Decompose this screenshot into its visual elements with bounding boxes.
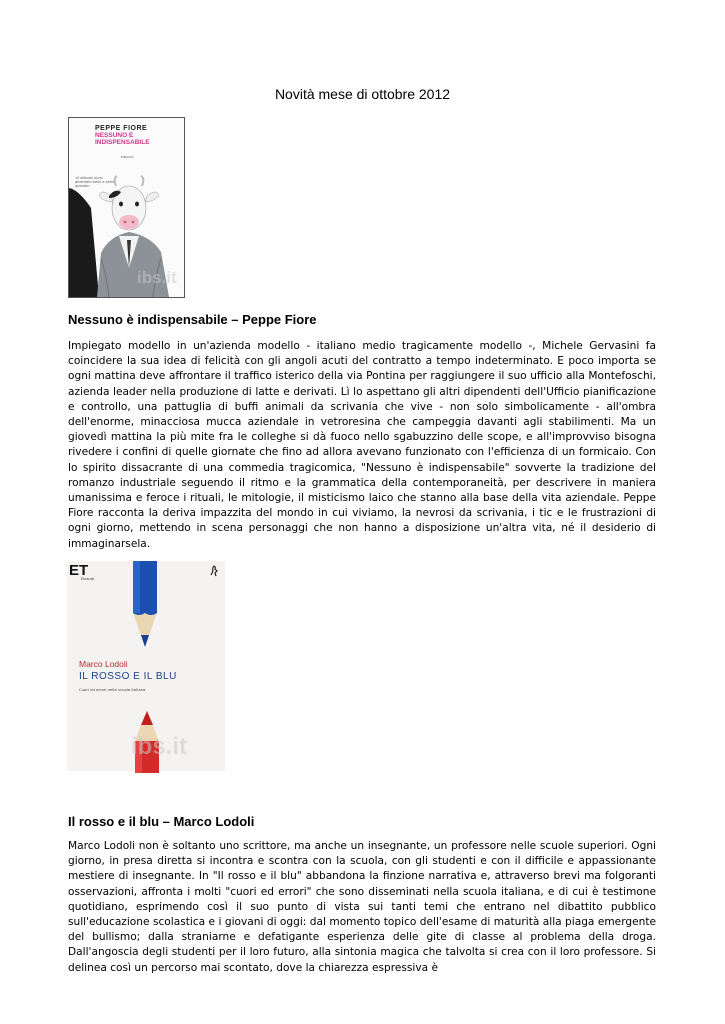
book-heading: Il rosso e il blu – Marco Lodoli <box>68 814 255 829</box>
cover-publisher: EINAUDI <box>121 155 134 159</box>
page-title: Novità mese di ottobre 2012 <box>274 86 451 102</box>
cover-quote: «Il silenzio sono diventato bello e serio quando» <box>75 176 115 188</box>
book-description: Impiegato modello in un'azienda modello - italiano medio tragicamente modello -, Michele Gervasini fa coincidere la sua idea di felicità con gli angoli acuti del contratto a tempo indeterminato. E poco importa se ogni mattina deve affrontare il traffico isterico della via Pontina per raggiungere il suo ufficio alla Montefoschi, azienda leader nella produzione di latte e derivati. Lì lo aspettano gli altri dipendenti dell'Ufficio pianificazione e controllo, una pattuglia di buffi animali da scrivania che vive - non solo simbolicamente - all'ombra dell'enorme, minacciosa mucca aziendale in vetroresina che campeggia davanti agli stabilimenti. Ma un giovedì mattina la più mite fra le colleghe si dà fuoco nello sgabuzzino delle scope, e all'improvviso bisogna rivedere i confini di quelle giornate che fino ad allora avevano funzionato con l'efficienza di un formicaio. Con lo spirito dissacrante di una commedia tragicomica, "Nessuno è indispensabile" sovverte la tradizione del romanzo industriale seguendo il ritmo e la grammatica della contemporaneità, per descrivere in maniera umanissima e feroce i rituali, le mitologie, il misticismo laico che stanno alla base della vita aziendale. Peppe Fiore racconta la deriva impazzita del mondo in cui viviamo, la nevrosi da scrivania, i tic e le frustrazioni di ogni giorno, mettendo in scena personaggi che non hanno a disposizione un'altra vita, né il desiderio di immaginarsela. <box>68 340 656 550</box>
blue-pencil-illustration <box>125 561 165 653</box>
cover-subtitle: Cuori ed errori nella scuola italiana <box>79 687 146 692</box>
cover-author: PEPPE FIORE <box>95 125 148 132</box>
book-cover-nessuno <box>68 117 185 298</box>
ostrich-logo-icon <box>209 565 219 577</box>
cover-title: IL ROSSO E IL BLU <box>79 671 177 682</box>
cover-watermark: ibs.it <box>131 733 188 760</box>
cover-author: Marco Lodoli <box>79 659 128 669</box>
cover-watermark: ibs.it <box>137 268 177 287</box>
book-cover-rosso-blu <box>67 561 225 771</box>
book-description: Marco Lodoli non è soltanto uno scrittore, ma anche un insegnante, un professore nelle scuole superiori. Ogni giorno, in presa diretta si incontra e scontra con la scuola, con gli studenti e con il difficile e appassionante mestiere di insegnante. In "Il rosso e il blu" abbandona la finzione narrativa e, attraverso brevi ma folgoranti osservazioni, affronta i molti "cuori ed errori" che sono disseminati nella scuola italiana, e di cui è testimone quotidiano, esprimendo così il suo punto di vista sui tanti temi che entrano nel dibattito pubblico sull'educazione scolastica e i giovani di oggi: dal momento topico dell'esame di maturità alla piaga emergente del bullismo; dalla straniarne e defatigante esperienza delle gite di classe al problema della droga. Dall'angoscia degli studenti per il loro futuro, alla sintonia magica che talvolta si crea con il loro professore. Si delinea così un percorso mai scontato, dove la chiarezza espressiva è <box>68 840 656 974</box>
cover-publisher: Einaudi <box>81 577 94 581</box>
cover-title: NESSUNO E INDISPENSABILE <box>95 132 150 146</box>
book-heading: Nessuno è indispensabile – Peppe Fiore <box>68 312 317 327</box>
cover-series-logo: ET <box>69 562 89 579</box>
